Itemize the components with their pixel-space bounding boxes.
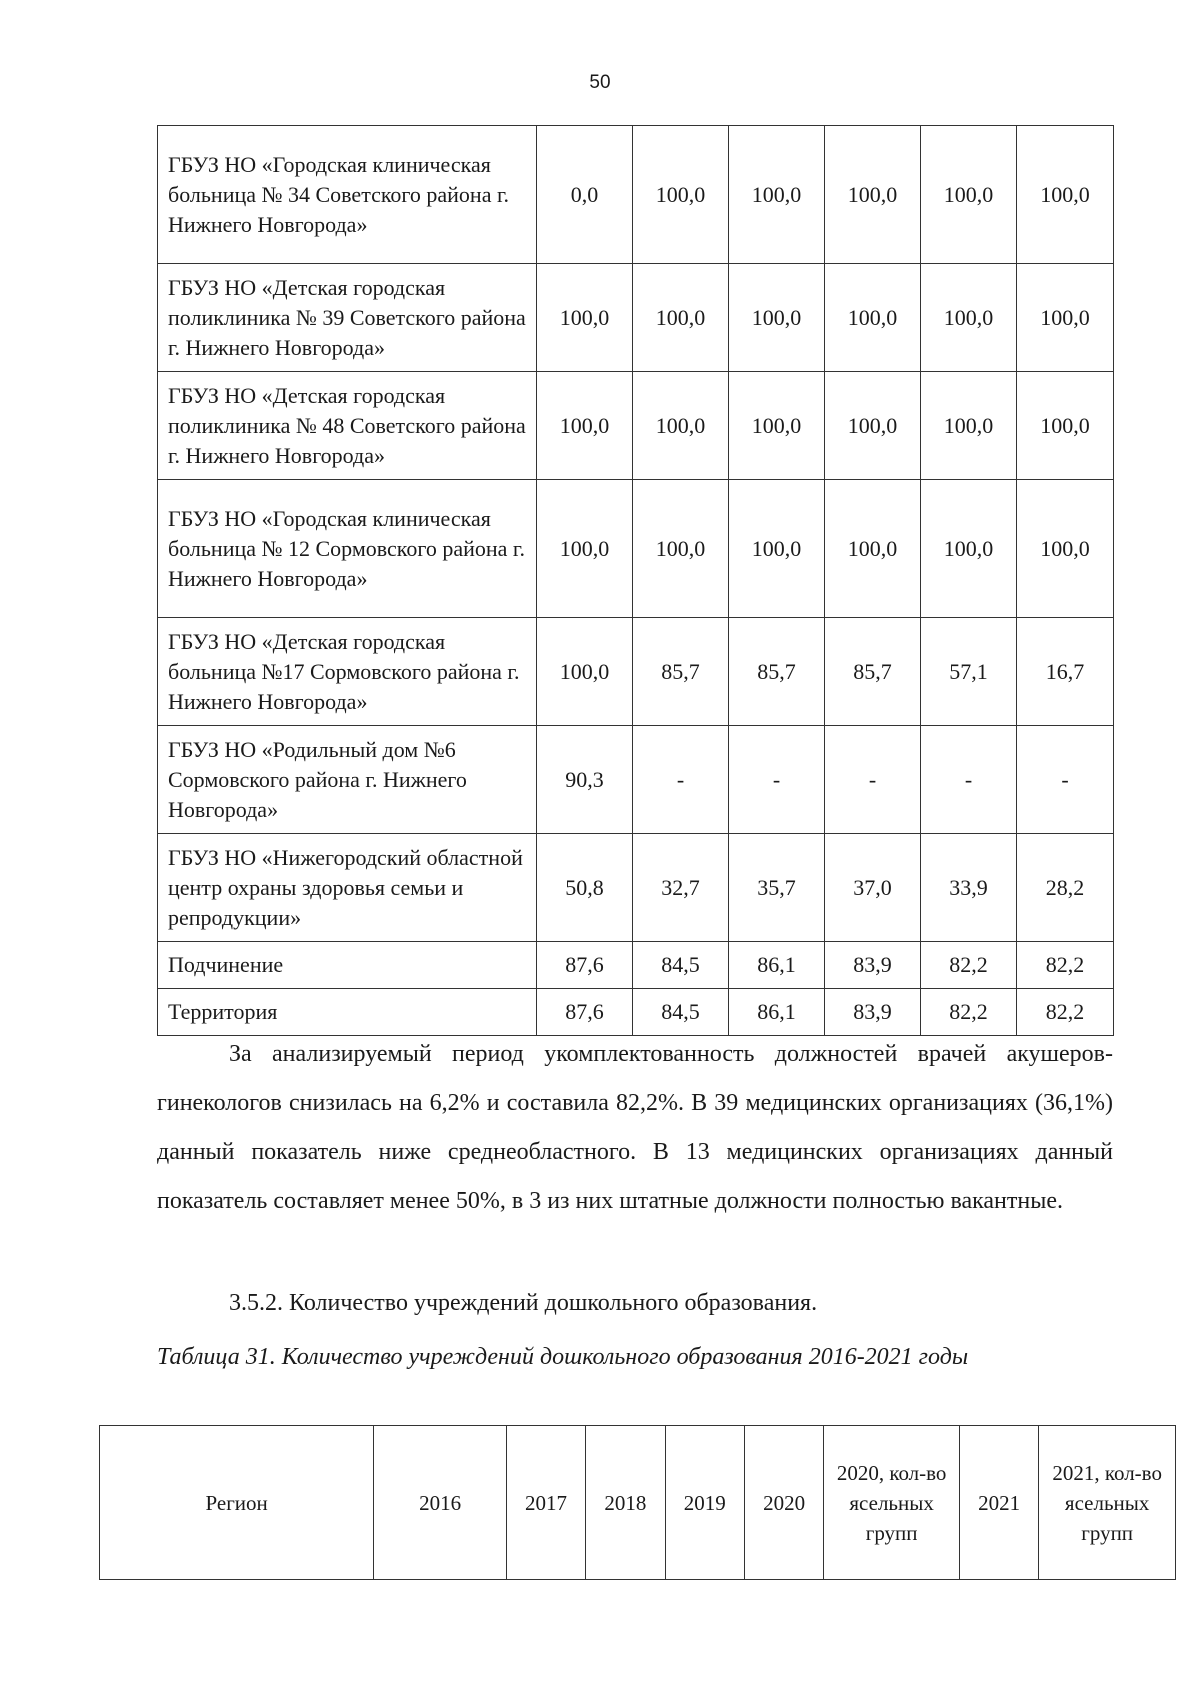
value-cell: 57,1 (921, 618, 1017, 726)
value-cell: 82,2 (921, 942, 1017, 989)
header-cell: 2020 (744, 1426, 823, 1580)
value-cell: 100,0 (921, 480, 1017, 618)
value-cell: 83,9 (825, 989, 921, 1036)
value-cell: 84,5 (633, 942, 729, 989)
table-row (158, 126, 1114, 264)
value-cell: 33,9 (921, 834, 1017, 942)
value-cell: 87,6 (537, 989, 633, 1036)
value-cell: 16,7 (1017, 618, 1114, 726)
value-cell: 100,0 (537, 618, 633, 726)
value-cell: 100,0 (825, 480, 921, 618)
table-header-row (100, 1426, 1176, 1580)
value-cell: 0,0 (537, 126, 633, 264)
organization-name-cell: Территория (158, 989, 537, 1036)
value-cell: 100,0 (729, 126, 825, 264)
value-cell: 100,0 (825, 264, 921, 372)
table-caption: Таблица 31. Количество учреждений дошкольного образования 2016-2021 годы (157, 1344, 969, 1370)
table-row (158, 264, 1114, 372)
value-cell: 100,0 (1017, 126, 1114, 264)
value-cell: 100,0 (921, 126, 1017, 264)
value-cell: 100,0 (1017, 372, 1114, 480)
table-row (158, 618, 1114, 726)
value-cell: 100,0 (825, 126, 921, 264)
value-cell: 28,2 (1017, 834, 1114, 942)
preschool-table (99, 1425, 1176, 1580)
body-paragraph: За анализируемый период укомплектованность должностей врачей акушеров-гинекологов снизилась на 6,2% и составила 82,2%. В 39 медицинских организациях (36,1%) данный показатель ниже среднеобластного. В 13 медицинских организациях данный показатель составляет менее 50%, в 3 из них штатные должности полностью вакантные. (157, 1041, 1113, 1214)
organization-name-cell: Подчинение (158, 942, 537, 989)
value-cell: 86,1 (729, 942, 825, 989)
value-cell: - (729, 726, 825, 834)
table-row (158, 942, 1114, 989)
value-cell: 82,2 (1017, 989, 1114, 1036)
organization-name-cell: ГБУЗ НО «Нижегородский областной центр охраны здоровья семьи и репродукции» (158, 834, 537, 942)
value-cell: 85,7 (633, 618, 729, 726)
value-cell: 35,7 (729, 834, 825, 942)
value-cell: - (825, 726, 921, 834)
value-cell: 85,7 (729, 618, 825, 726)
value-cell: 82,2 (1017, 942, 1114, 989)
value-cell: 100,0 (537, 372, 633, 480)
value-cell: 100,0 (1017, 480, 1114, 618)
header-cell: 2016 (374, 1426, 507, 1580)
organization-name-cell: ГБУЗ НО «Детская городская поликлиника № 48 Советского района г. Нижнего Новгорода» (158, 372, 537, 480)
organization-name-cell: ГБУЗ НО «Детская городская больница №17 Сормовского района г. Нижнего Новгорода» (158, 618, 537, 726)
value-cell: 37,0 (825, 834, 921, 942)
value-cell: 100,0 (633, 126, 729, 264)
value-cell: - (1017, 726, 1114, 834)
section-heading: 3.5.2. Количество учреждений дошкольного образования. (229, 1290, 818, 1316)
header-cell: 2019 (665, 1426, 744, 1580)
value-cell: 83,9 (825, 942, 921, 989)
value-cell: 85,7 (825, 618, 921, 726)
value-cell: 86,1 (729, 989, 825, 1036)
value-cell: 100,0 (921, 372, 1017, 480)
page-number: 50 (589, 72, 611, 93)
value-cell: 87,6 (537, 942, 633, 989)
table-row (158, 834, 1114, 942)
table-row (158, 726, 1114, 834)
organization-name-cell: ГБУЗ НО «Городская клиническая больница № 12 Сормовского района г. Нижнего Новгорода» (158, 480, 537, 618)
value-cell: 90,3 (537, 726, 633, 834)
header-cell: 2021 (959, 1426, 1038, 1580)
header-cell: 2020, кол-во ясельных групп (824, 1426, 960, 1580)
table-row (158, 480, 1114, 618)
header-cell: Регион (100, 1426, 374, 1580)
value-cell: 100,0 (633, 372, 729, 480)
table-row (158, 989, 1114, 1036)
value-cell: 32,7 (633, 834, 729, 942)
staffing-table (157, 125, 1114, 1036)
value-cell: 100,0 (537, 480, 633, 618)
value-cell: 100,0 (633, 264, 729, 372)
value-cell: - (921, 726, 1017, 834)
organization-name-cell: ГБУЗ НО «Родильный дом №6 Сормовского района г. Нижнего Новгорода» (158, 726, 537, 834)
value-cell: 100,0 (1017, 264, 1114, 372)
value-cell: 100,0 (729, 372, 825, 480)
value-cell: - (633, 726, 729, 834)
table-row (158, 372, 1114, 480)
value-cell: 100,0 (729, 264, 825, 372)
organization-name-cell: ГБУЗ НО «Детская городская поликлиника № 39 Советского района г. Нижнего Новгорода» (158, 264, 537, 372)
value-cell: 100,0 (729, 480, 825, 618)
value-cell: 100,0 (825, 372, 921, 480)
organization-name-cell: ГБУЗ НО «Городская клиническая больница № 34 Советского района г. Нижнего Новгорода» (158, 126, 537, 264)
header-cell: 2017 (506, 1426, 585, 1580)
header-cell: 2018 (586, 1426, 665, 1580)
value-cell: 100,0 (537, 264, 633, 372)
value-cell: 82,2 (921, 989, 1017, 1036)
value-cell: 100,0 (633, 480, 729, 618)
header-cell: 2021, кол-во ясельных групп (1039, 1426, 1176, 1580)
value-cell: 50,8 (537, 834, 633, 942)
value-cell: 100,0 (921, 264, 1017, 372)
value-cell: 84,5 (633, 989, 729, 1036)
